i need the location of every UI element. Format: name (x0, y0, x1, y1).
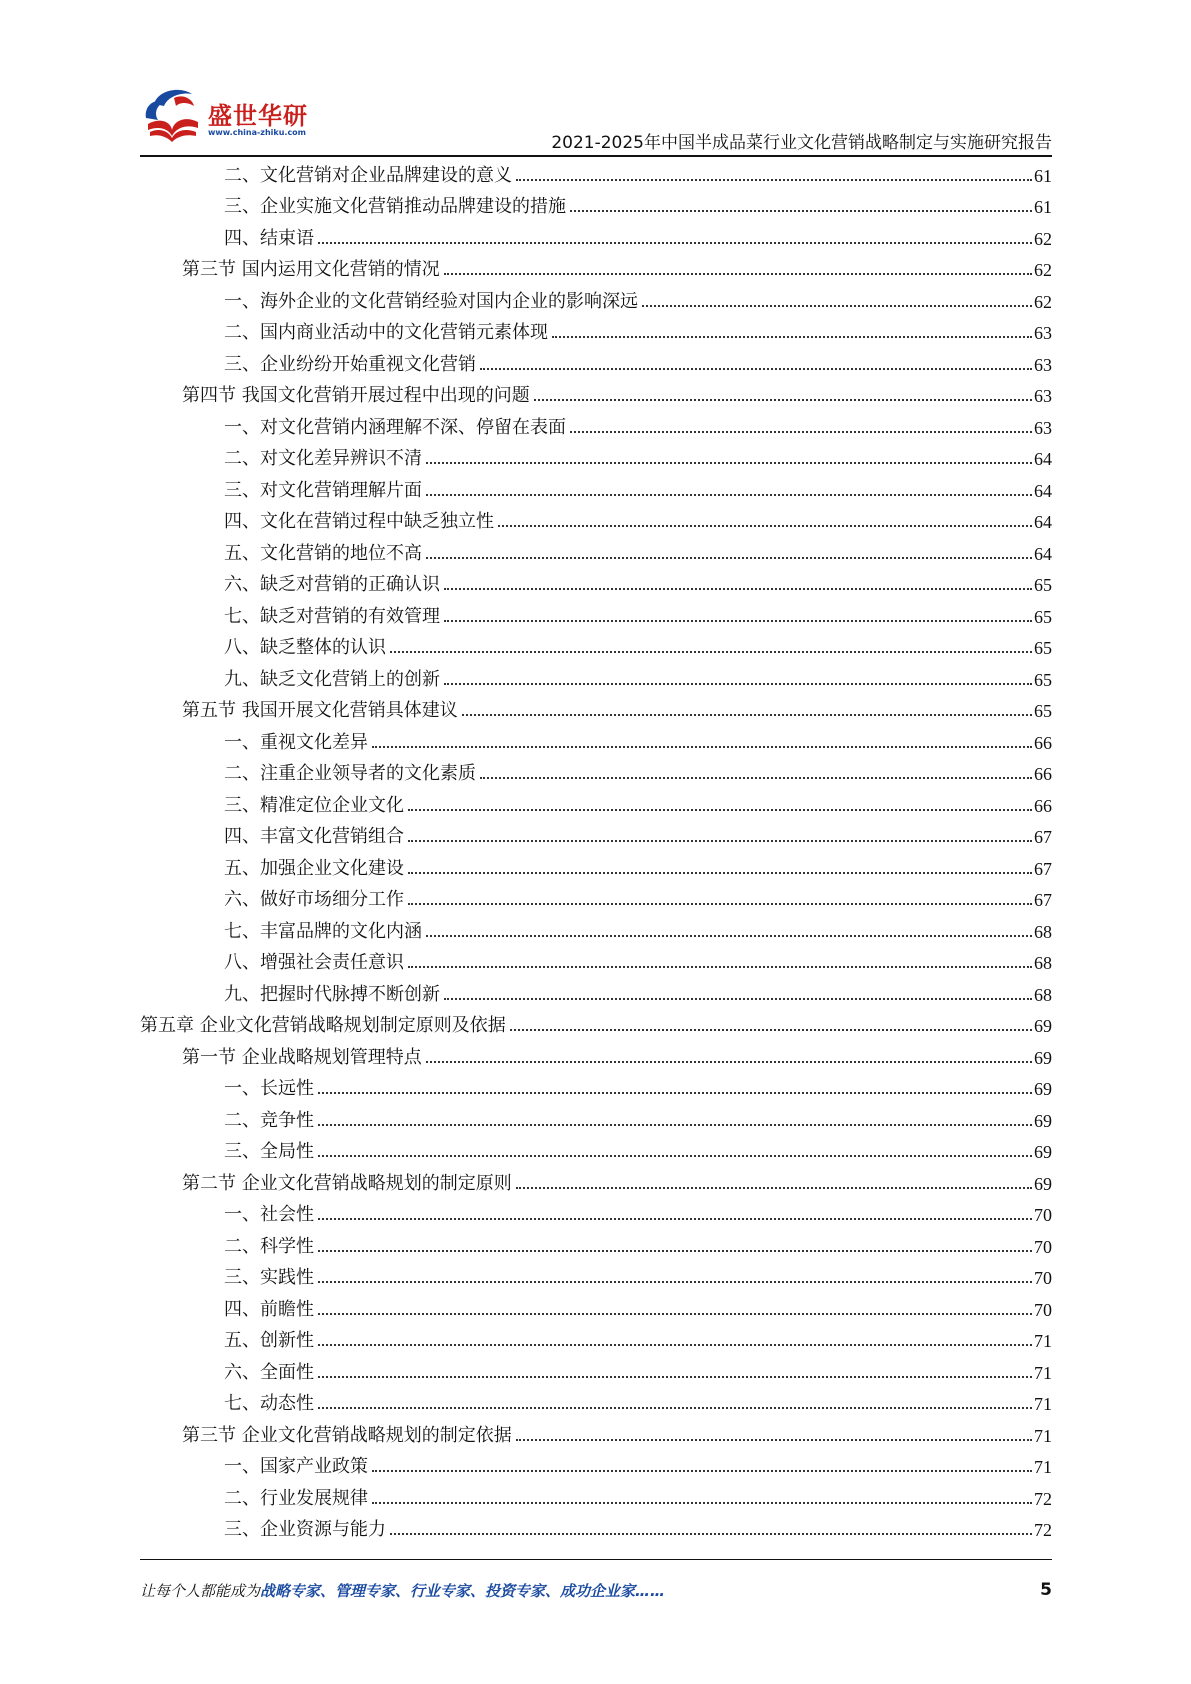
toc-dot-leader (516, 1187, 1032, 1189)
toc-entry-title: 二、注重企业领导者的文化素质 (224, 763, 476, 784)
toc-dot-leader (444, 588, 1032, 590)
toc-entry[interactable] (140, 158, 1052, 190)
toc-entry-title: 九、把握时代脉搏不断创新 (224, 983, 440, 1005)
toc-entry-title: 三、精准定位企业文化 (224, 794, 404, 816)
toc-entry-page: 71 (1034, 1457, 1052, 1477)
toc-entry-page: 69 (1034, 1110, 1052, 1131)
toc-entry[interactable] (140, 1513, 1052, 1545)
page-footer (140, 1580, 1052, 1610)
toc-entry-page: 61 (1034, 165, 1052, 186)
toc-entry[interactable] (140, 1261, 1052, 1293)
toc-entry-title: 一、对文化营销内涵理解不深、停留在表面 (224, 416, 566, 438)
toc-entry[interactable] (140, 1481, 1052, 1513)
toc-entry-title: 三、对文化营销理解片面 (224, 479, 422, 501)
toc-entry-title: 八、缺乏整体的认识 (224, 637, 386, 658)
toc-entry-title: 第二节 企业文化营销战略规划的制定原则 (182, 1172, 512, 1194)
toc-entry[interactable] (140, 694, 1052, 726)
toc-dot-leader (318, 242, 1032, 244)
toc-entry-page: 65 (1034, 575, 1052, 595)
toc-dot-leader (318, 1092, 1032, 1094)
toc-entry[interactable] (140, 1103, 1052, 1135)
toc-entry-title: 九、缺乏文化营销上的创新 (224, 668, 440, 690)
toc-entry[interactable] (140, 977, 1052, 1009)
toc-entry-page: 70 (1034, 1268, 1052, 1288)
toc-entry[interactable] (140, 1040, 1052, 1072)
toc-entry-title: 六、缺乏对营销的正确认识 (224, 574, 440, 595)
toc-dot-leader (390, 651, 1032, 653)
toc-dot-leader (390, 1533, 1032, 1535)
toc-entry-page: 68 (1034, 953, 1052, 973)
toc-entry-title: 四、前瞻性 (224, 1298, 314, 1320)
toc-entry-title: 第三节 国内运用文化营销的情况 (182, 259, 440, 280)
toc-entry[interactable] (140, 347, 1052, 379)
toc-entry-title: 二、对文化差异辨识不清 (224, 448, 422, 469)
toc-entry[interactable] (140, 1418, 1052, 1450)
toc-entry[interactable] (140, 1324, 1052, 1356)
toc-entry-page: 67 (1034, 827, 1052, 847)
toc-dot-leader (552, 336, 1032, 338)
toc-entry-title: 二、竞争性 (224, 1109, 314, 1131)
toc-entry[interactable] (140, 851, 1052, 883)
toc-entry-title: 七、动态性 (224, 1393, 314, 1414)
toc-entry[interactable] (140, 725, 1052, 757)
toc-dot-leader (408, 903, 1032, 905)
toc-dot-leader (318, 1155, 1032, 1157)
toc-dot-leader (426, 494, 1032, 496)
toc-entry-page: 65 (1034, 606, 1052, 627)
toc-entry-page: 67 (1034, 858, 1052, 879)
toc-entry-page: 69 (1034, 1079, 1052, 1099)
toc-dot-leader (318, 1281, 1032, 1283)
toc-entry-title: 八、增强社会责任意识 (224, 952, 404, 973)
table-of-contents (140, 158, 1052, 1544)
toc-entry-title: 四、文化在营销过程中缺乏独立性 (224, 511, 494, 532)
toc-entry-title: 第一节 企业战略规划管理特点 (182, 1046, 422, 1068)
toc-dot-leader (426, 462, 1032, 464)
toc-entry-page: 63 (1034, 386, 1052, 406)
toc-entry[interactable] (140, 631, 1052, 663)
toc-dot-leader (444, 273, 1032, 275)
toc-entry[interactable] (140, 190, 1052, 222)
toc-entry-title: 五、加强企业文化建设 (224, 857, 404, 879)
toc-dot-leader (426, 935, 1032, 937)
toc-entry-page: 69 (1034, 1047, 1052, 1068)
toc-entry-page: 68 (1034, 984, 1052, 1005)
toc-entry[interactable] (140, 662, 1052, 694)
toc-entry[interactable] (140, 1450, 1052, 1482)
toc-entry-page: 63 (1034, 354, 1052, 375)
toc-entry-title: 一、长远性 (224, 1078, 314, 1099)
toc-entry-title: 四、结束语 (224, 227, 314, 249)
toc-dot-leader (426, 557, 1032, 559)
toc-entry[interactable] (140, 883, 1052, 915)
toc-entry-page: 65 (1034, 701, 1052, 721)
toc-entry[interactable] (140, 221, 1052, 253)
toc-dot-leader (534, 399, 1032, 401)
toc-entry[interactable] (140, 1387, 1052, 1419)
toc-dot-leader (372, 1502, 1032, 1504)
toc-entry-title: 第三节 企业文化营销战略规划的制定依据 (182, 1424, 512, 1446)
toc-entry-title: 六、做好市场细分工作 (224, 889, 404, 910)
toc-entry[interactable] (140, 946, 1052, 978)
toc-dot-leader (444, 683, 1032, 685)
toc-dot-leader (516, 1439, 1032, 1441)
toc-entry-page: 70 (1034, 1236, 1052, 1257)
toc-entry[interactable] (140, 379, 1052, 411)
logo-name: 盛世华研 (208, 102, 308, 130)
toc-dot-leader (480, 368, 1032, 370)
toc-entry[interactable] (140, 820, 1052, 852)
toc-entry[interactable] (140, 1009, 1052, 1041)
toc-entry[interactable] (140, 1166, 1052, 1198)
report-title: 2021-2025年中国半成品菜行业文化营销战略制定与实施研究报告 (551, 133, 1052, 153)
toc-entry-page: 72 (1034, 1520, 1052, 1540)
toc-entry[interactable] (140, 914, 1052, 946)
toc-entry[interactable] (140, 1135, 1052, 1167)
toc-dot-leader (570, 431, 1032, 433)
toc-entry[interactable] (140, 599, 1052, 631)
page-number: 5 (1040, 1580, 1052, 1600)
toc-entry[interactable] (140, 536, 1052, 568)
toc-dot-leader (444, 998, 1032, 1000)
toc-dot-leader (408, 809, 1032, 811)
toc-dot-leader (462, 714, 1032, 716)
toc-entry-page: 64 (1034, 512, 1052, 532)
logo-emblem-icon (140, 84, 204, 146)
toc-entry-page: 70 (1034, 1205, 1052, 1225)
toc-entry[interactable] (140, 442, 1052, 474)
toc-dot-leader (318, 1344, 1032, 1346)
toc-dot-leader (408, 840, 1032, 842)
toc-dot-leader (318, 1407, 1032, 1409)
toc-dot-leader (516, 179, 1032, 181)
toc-entry-title: 四、丰富文化营销组合 (224, 826, 404, 847)
toc-entry-title: 五、文化营销的地位不高 (224, 542, 422, 564)
toc-entry-title: 七、缺乏对营销的有效管理 (224, 605, 440, 627)
toc-entry-title: 五、创新性 (224, 1330, 314, 1351)
toc-entry-page: 72 (1034, 1488, 1052, 1509)
toc-entry-page: 71 (1034, 1362, 1052, 1383)
toc-entry-title: 一、重视文化差异 (224, 731, 368, 753)
toc-entry-page: 61 (1034, 197, 1052, 217)
footer-divider (140, 1559, 1052, 1560)
toc-entry-page: 71 (1034, 1331, 1052, 1351)
toc-entry-page: 69 (1034, 1173, 1052, 1194)
toc-entry-page: 64 (1034, 480, 1052, 501)
toc-entry-page: 71 (1034, 1394, 1052, 1414)
toc-dot-leader (480, 777, 1032, 779)
toc-dot-leader (570, 210, 1032, 212)
toc-entry-page: 64 (1034, 543, 1052, 564)
toc-dot-leader (372, 746, 1032, 748)
toc-entry-title: 三、企业资源与能力 (224, 1519, 386, 1540)
toc-entry-page: 63 (1034, 417, 1052, 438)
toc-entry-title: 一、海外企业的文化营销经验对国内企业的影响深远 (224, 290, 638, 312)
toc-entry-title: 二、科学性 (224, 1235, 314, 1257)
footer-slogan-prefix: 让每个人都能成为 (140, 1582, 261, 1600)
toc-dot-leader (318, 1124, 1032, 1126)
toc-entry-title: 一、国家产业政策 (224, 1456, 368, 1477)
toc-entry-page: 69 (1034, 1016, 1052, 1036)
toc-entry-page: 66 (1034, 764, 1052, 784)
toc-entry[interactable] (140, 1072, 1052, 1104)
toc-entry[interactable] (140, 1292, 1052, 1324)
toc-entry-page: 65 (1034, 638, 1052, 658)
toc-entry-page: 71 (1034, 1425, 1052, 1446)
toc-entry-title: 一、社会性 (224, 1204, 314, 1225)
toc-dot-leader (498, 525, 1032, 527)
toc-entry-page: 62 (1034, 260, 1052, 280)
toc-entry-page: 67 (1034, 890, 1052, 910)
toc-entry-title: 三、实践性 (224, 1267, 314, 1288)
toc-entry-page: 63 (1034, 323, 1052, 343)
toc-entry-page: 66 (1034, 732, 1052, 753)
toc-entry[interactable] (140, 568, 1052, 600)
toc-dot-leader (408, 966, 1032, 968)
toc-entry[interactable] (140, 473, 1052, 505)
toc-entry[interactable] (140, 505, 1052, 537)
toc-dot-leader (318, 1376, 1032, 1378)
toc-dot-leader (408, 872, 1032, 874)
toc-dot-leader (318, 1218, 1032, 1220)
toc-entry[interactable] (140, 253, 1052, 285)
toc-entry[interactable] (140, 1355, 1052, 1387)
toc-entry-title: 三、企业纷纷开始重视文化营销 (224, 353, 476, 375)
toc-entry-title: 二、行业发展规律 (224, 1487, 368, 1509)
toc-entry-title: 第五节 我国开展文化营销具体建议 (182, 700, 458, 721)
toc-dot-leader (642, 305, 1032, 307)
page-header (140, 78, 1052, 153)
toc-dot-leader (372, 1470, 1032, 1472)
toc-entry-title: 六、全面性 (224, 1361, 314, 1383)
toc-entry-page: 68 (1034, 921, 1052, 942)
footer-slogan-highlight: 战略专家、管理专家、行业专家、投资专家、成功企业家…… (260, 1582, 666, 1600)
toc-dot-leader (318, 1250, 1032, 1252)
toc-dot-leader (444, 620, 1032, 622)
logo-url: www.china-zhiku.com (208, 128, 307, 137)
company-logo (140, 78, 320, 148)
toc-entry-title: 三、企业实施文化营销推动品牌建设的措施 (224, 196, 566, 217)
toc-dot-leader (426, 1061, 1032, 1063)
toc-entry[interactable] (140, 788, 1052, 820)
toc-entry[interactable] (140, 1229, 1052, 1261)
toc-entry-page: 62 (1034, 291, 1052, 312)
toc-entry-title: 二、国内商业活动中的文化营销元素体现 (224, 322, 548, 343)
toc-entry-page: 66 (1034, 795, 1052, 816)
toc-entry-page: 64 (1034, 449, 1052, 469)
toc-entry-title: 第四节 我国文化营销开展过程中出现的问题 (182, 385, 530, 406)
toc-entry-page: 70 (1034, 1299, 1052, 1320)
toc-entry-title: 第五章 企业文化营销战略规划制定原则及依据 (140, 1015, 506, 1036)
toc-dot-leader (510, 1029, 1032, 1031)
toc-entry-page: 62 (1034, 228, 1052, 249)
toc-entry-page: 65 (1034, 669, 1052, 690)
toc-entry-title: 七、丰富品牌的文化内涵 (224, 920, 422, 942)
toc-entry-title: 三、全局性 (224, 1141, 314, 1162)
toc-entry-title: 二、文化营销对企业品牌建设的意义 (224, 164, 512, 186)
toc-entry[interactable] (140, 757, 1052, 789)
toc-entry[interactable] (140, 1198, 1052, 1230)
toc-entry[interactable] (140, 284, 1052, 316)
toc-entry[interactable] (140, 316, 1052, 348)
toc-dot-leader (318, 1313, 1032, 1315)
toc-entry-page: 69 (1034, 1142, 1052, 1162)
header-divider (140, 155, 1052, 157)
toc-entry[interactable] (140, 410, 1052, 442)
